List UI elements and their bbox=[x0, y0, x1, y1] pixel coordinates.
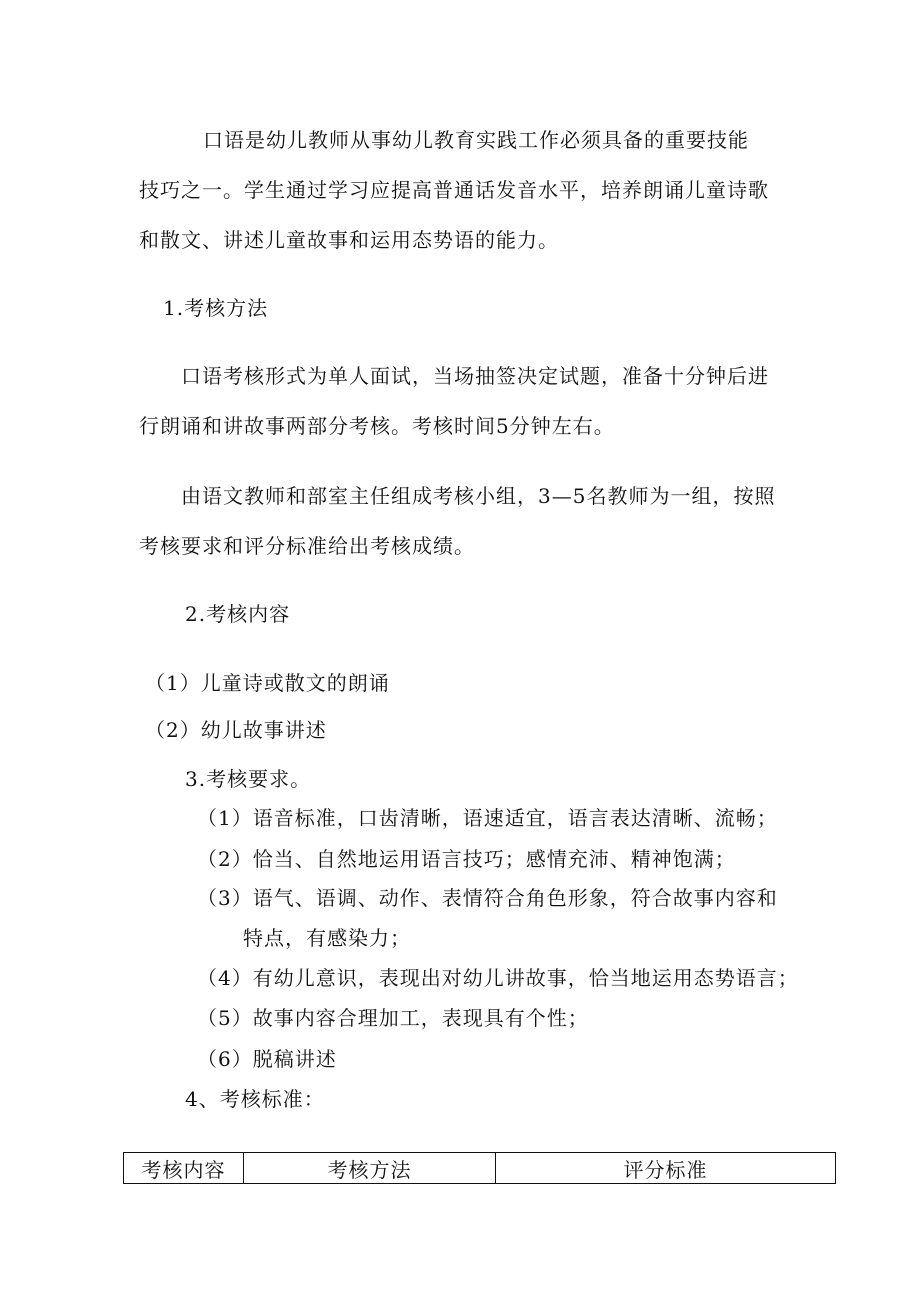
section-heading-standards: 4、考核标准： bbox=[185, 1087, 325, 1111]
requirement-item-3-cont: 特点，有感染力； bbox=[243, 926, 411, 950]
requirement-item-5: （5）故事内容合理加工，表现具有个性； bbox=[197, 1006, 589, 1030]
table-header-content: 考核内容 bbox=[124, 1153, 244, 1184]
method-para2-line-2: 考核要求和评分标准给出考核成绩。 bbox=[139, 534, 475, 558]
section-heading-requirements: 3.考核要求。 bbox=[185, 767, 312, 791]
requirement-item-6: （6）脱稿讲述 bbox=[197, 1047, 337, 1071]
requirement-item-3: （3）语气、语调、动作、表情符合角色形象，符合故事内容和 bbox=[197, 886, 778, 910]
intro-line-1: 口语是幼儿教师从事幼儿教育实践工作必须具备的重要技能 bbox=[203, 128, 749, 152]
method-para1-line-2: 行朗诵和讲故事两部分考核。考核时间5分钟左右。 bbox=[139, 414, 615, 438]
intro-line-2: 技巧之一。学生通过学习应提高普通话发音水平，培养朗诵儿童诗歌 bbox=[139, 178, 769, 202]
grading-table bbox=[123, 1152, 836, 1184]
method-para1-line-1: 口语考核形式为单人面试，当场抽签决定试题，准备十分钟后进 bbox=[181, 364, 769, 388]
table-header-criteria: 评分标准 bbox=[496, 1153, 836, 1184]
section-heading-method: 1.考核方法 bbox=[163, 296, 269, 320]
table-header-row bbox=[124, 1153, 836, 1184]
section-heading-content: 2.考核内容 bbox=[185, 602, 291, 626]
method-para2-line-1: 由语文教师和部室主任组成考核小组，3—5名教师为一组，按照 bbox=[181, 484, 776, 508]
requirement-item-4: （4）有幼儿意识，表现出对幼儿讲故事，恰当地运用态势语言； bbox=[197, 966, 799, 990]
intro-line-3: 和散文、讲述儿童故事和运用态势语的能力。 bbox=[139, 228, 559, 252]
requirement-item-2: （2）恰当、自然地运用语言技巧；感情充沛、精神饱满； bbox=[197, 847, 736, 871]
table-header-method: 考核方法 bbox=[244, 1153, 496, 1184]
requirement-item-1: （1）语音标准，口齿清晰，语速适宜，语言表达清晰、流畅； bbox=[197, 806, 778, 830]
content-item-2: （2）幼儿故事讲述 bbox=[145, 718, 327, 742]
content-item-1: （1）儿童诗或散文的朗诵 bbox=[145, 671, 390, 695]
